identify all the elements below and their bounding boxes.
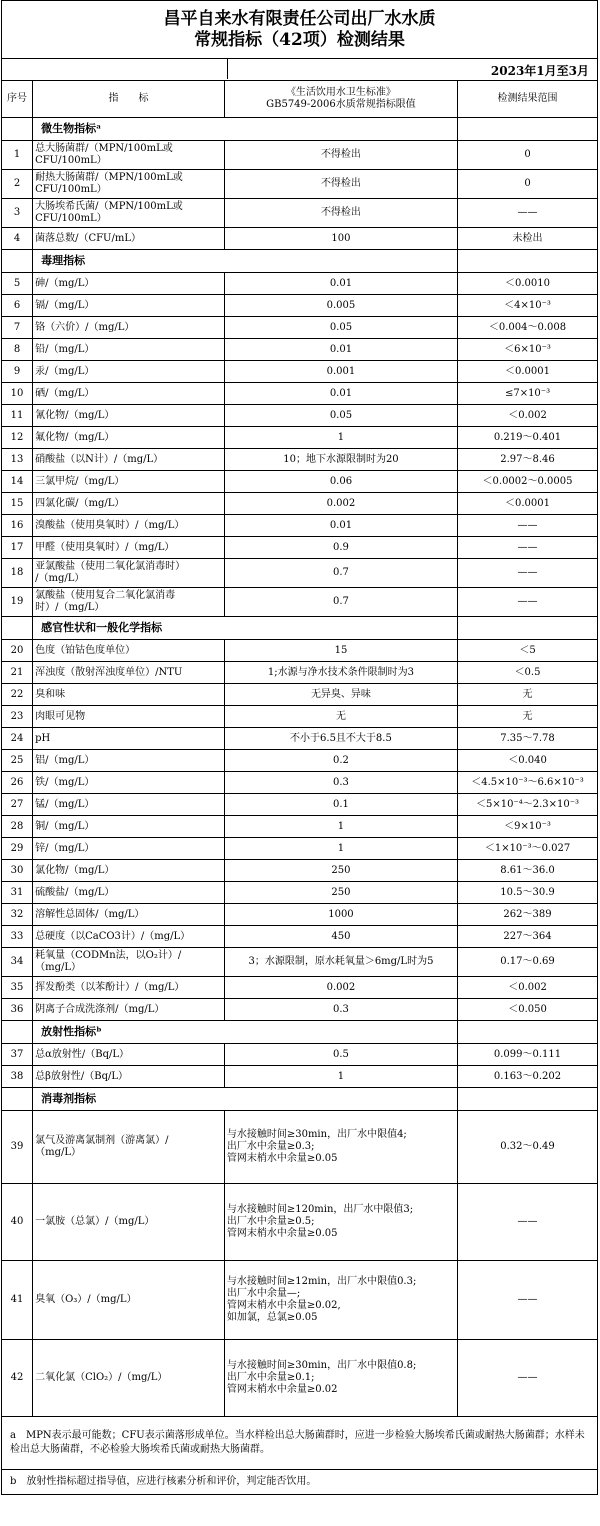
row-indicator: 三氯甲烷/（mg/L） — [33, 471, 225, 493]
row-number: 15 — [2, 493, 33, 515]
row-indicator: 锰/（mg/L） — [33, 794, 225, 816]
section-header — [2, 250, 598, 273]
row-indicator: 臭和味 — [33, 684, 225, 706]
table-row — [2, 662, 598, 684]
row-number: 34 — [2, 948, 33, 977]
row-number: 28 — [2, 816, 33, 838]
header-result: 检测结果范围 — [458, 81, 598, 118]
footnote-b — [2, 1470, 598, 1495]
row-result: 227～364 — [458, 926, 598, 948]
row-standard-limit: 无异臭、异味 — [224, 684, 457, 706]
row-standard-limit: 0.7 — [224, 559, 457, 588]
row-number: 30 — [2, 860, 33, 882]
row-number: 40 — [2, 1184, 33, 1261]
row-number: 26 — [2, 772, 33, 794]
table-row — [2, 449, 598, 471]
row-result: 0.099～0.111 — [458, 1044, 598, 1066]
section-title: 放射性指标ᵇ — [33, 1021, 458, 1044]
table-row — [2, 706, 598, 728]
row-number: 20 — [2, 640, 33, 662]
row-result: —— — [458, 537, 598, 559]
row-indicator: 总β放射性/（Bq/L） — [33, 1066, 225, 1088]
table-row — [2, 199, 598, 228]
row-result: ＜0.004～0.008 — [458, 317, 598, 339]
row-indicator: 硝酸盐（以N计）/（mg/L） — [33, 449, 225, 471]
row-number: 37 — [2, 1044, 33, 1066]
row-indicator: 二氧化氯（ClO₂）/（mg/L） — [33, 1340, 225, 1417]
header-standard: 《生活饮用水卫生标准》 GB5749-2006水质常规指标限值 — [224, 81, 457, 118]
row-standard-limit: 1;水源与净水技术条件限制时为3 — [224, 662, 457, 684]
row-indicator: 铝/（mg/L） — [33, 750, 225, 772]
table-row — [2, 493, 598, 515]
row-number: 39 — [2, 1111, 33, 1184]
row-number: 11 — [2, 405, 33, 427]
table-row — [2, 999, 598, 1021]
row-indicator: 溴酸盐（使用臭氧时）/（mg/L） — [33, 515, 225, 537]
table-row — [2, 816, 598, 838]
row-indicator: 砷/（mg/L） — [33, 273, 225, 295]
row-number: 1 — [2, 141, 33, 170]
row-number: 18 — [2, 559, 33, 588]
row-number: 6 — [2, 295, 33, 317]
row-standard-limit: 0.005 — [224, 295, 457, 317]
row-standard-limit: 1 — [224, 838, 457, 860]
row-number: 16 — [2, 515, 33, 537]
row-indicator: 氯化物/（mg/L） — [33, 860, 225, 882]
table-row — [2, 684, 598, 706]
table-row — [2, 640, 598, 662]
row-number: 14 — [2, 471, 33, 493]
row-indicator: 耗氧量（CODMn法，以O₂计）/ （mg/L） — [33, 948, 225, 977]
table-row — [2, 228, 598, 250]
row-indicator: 总α放射性/（Bq/L） — [33, 1044, 225, 1066]
row-standard-limit: 0.01 — [224, 515, 457, 537]
row-standard-limit: 1 — [224, 816, 457, 838]
table-row — [2, 728, 598, 750]
row-result: ＜0.002 — [458, 977, 598, 999]
table-row — [2, 794, 598, 816]
date-row — [1, 58, 598, 80]
section-title: 毒理指标 — [33, 250, 458, 273]
row-indicator: 甲醛（使用臭氧时）/（mg/L） — [33, 537, 225, 559]
row-standard-limit: 与水接触时间≥30min，出厂水中限值4; 出厂水中余量≥0.3; 管网末梢水中余量≥0.05 — [224, 1111, 457, 1184]
table-row — [2, 361, 598, 383]
table-row — [2, 141, 598, 170]
row-standard-limit: 1 — [224, 427, 457, 449]
table-row — [2, 1066, 598, 1088]
table-row — [2, 295, 598, 317]
row-number: 32 — [2, 904, 33, 926]
table-row — [2, 948, 598, 977]
row-standard-limit: 不得检出 — [224, 170, 457, 199]
section-header — [2, 118, 598, 141]
table-row — [2, 339, 598, 361]
row-indicator: 氯气及游离氯制剂（游离氯）/ （mg/L） — [33, 1111, 225, 1184]
row-result: 0.219～0.401 — [458, 427, 598, 449]
row-standard-limit: 0.01 — [224, 339, 457, 361]
row-result: ＜0.0010 — [458, 273, 598, 295]
row-indicator: 镉/（mg/L） — [33, 295, 225, 317]
row-result: ＜9×10⁻³ — [458, 816, 598, 838]
row-number: 7 — [2, 317, 33, 339]
table-row — [2, 1044, 598, 1066]
row-result: 无 — [458, 706, 598, 728]
row-result: 7.35～7.78 — [458, 728, 598, 750]
row-number: 19 — [2, 588, 33, 617]
row-standard-limit: 250 — [224, 882, 457, 904]
row-result: ＜0.0001 — [458, 361, 598, 383]
table-row — [2, 1184, 598, 1261]
title-line-2: 常规指标（42项）检测结果 — [194, 30, 405, 50]
row-result: ＜0.002 — [458, 405, 598, 427]
footnote-a-text: a MPN表示最可能数；CFU表示菌落形成单位。当水样检出总大肠菌群时，应进一步检验大肠埃希氏菌或耐热大肠菌群；水样未检出总大肠菌群，不必检验大肠埃希氏菌或耐热大肠菌群。 — [2, 1417, 598, 1470]
row-standard-limit: 0.2 — [224, 750, 457, 772]
table-row — [2, 471, 598, 493]
row-number: 38 — [2, 1066, 33, 1088]
header-no: 序号 — [2, 81, 33, 118]
row-result: ＜4×10⁻³ — [458, 295, 598, 317]
row-standard-limit: 0.7 — [224, 588, 457, 617]
row-indicator: 臭氧（O₃）/（mg/L） — [33, 1261, 225, 1340]
row-standard-limit: 与水接触时间≥30min，出厂水中限值0.8; 出厂水中余量≥0.1; 管网末梢水中余量≥0.02 — [224, 1340, 457, 1417]
row-indicator: 大肠埃希氏菌/（MPN/100mL或 CFU/100mL） — [33, 199, 225, 228]
row-indicator: 铜/（mg/L） — [33, 816, 225, 838]
row-standard-limit: 0.002 — [224, 493, 457, 515]
row-number: 27 — [2, 794, 33, 816]
table-row — [2, 537, 598, 559]
table-row — [2, 383, 598, 405]
row-indicator: 耐热大肠菌群/（MPN/100mL或 CFU/100mL） — [33, 170, 225, 199]
row-result: 0 — [458, 141, 598, 170]
row-standard-limit: 无 — [224, 706, 457, 728]
row-result: ≤7×10⁻³ — [458, 383, 598, 405]
row-result: 0.17～0.69 — [458, 948, 598, 977]
table-row — [2, 838, 598, 860]
table-row — [2, 317, 598, 339]
row-standard-limit: 0.3 — [224, 999, 457, 1021]
row-result: —— — [458, 199, 598, 228]
row-standard-limit: 0.5 — [224, 1044, 457, 1066]
row-number: 41 — [2, 1261, 33, 1340]
table-row — [2, 559, 598, 588]
table-row — [2, 515, 598, 537]
title-line-1: 昌平自来水有限责任公司出厂水水质 — [163, 9, 436, 29]
table-row — [2, 1261, 598, 1340]
row-result: 0.163～0.202 — [458, 1066, 598, 1088]
row-number: 3 — [2, 199, 33, 228]
row-standard-limit: 与水接触时间≥12min，出厂水中限值0.3; 出厂水中余量—; 管网末梢水中余量≥0.02, 如加氯，总氯≥0.05 — [224, 1261, 457, 1340]
table-row — [2, 588, 598, 617]
row-standard-limit: 0.9 — [224, 537, 457, 559]
row-standard-limit: 0.01 — [224, 383, 457, 405]
row-indicator: 汞/（mg/L） — [33, 361, 225, 383]
row-standard-limit: 250 — [224, 860, 457, 882]
row-standard-limit: 0.05 — [224, 317, 457, 339]
row-standard-limit: 0.05 — [224, 405, 457, 427]
section-header — [2, 1021, 598, 1044]
row-number: 25 — [2, 750, 33, 772]
row-result: ＜1×10⁻³～0.027 — [458, 838, 598, 860]
row-indicator: 溶解性总固体/（mg/L） — [33, 904, 225, 926]
report-period: 2023年1月至3月 — [490, 64, 589, 78]
footnote-a — [2, 1417, 598, 1470]
report-title — [1, 0, 598, 58]
row-indicator: 阴离子合成洗涤剂/（mg/L） — [33, 999, 225, 1021]
row-standard-limit: 0.3 — [224, 772, 457, 794]
row-indicator: pH — [33, 728, 225, 750]
row-result: ＜0.050 — [458, 999, 598, 1021]
row-result: ＜5×10⁻⁴～2.3×10⁻³ — [458, 794, 598, 816]
row-standard-limit: 0.002 — [224, 977, 457, 999]
row-standard-limit: 与水接触时间≥120min，出厂水中限值3; 出厂水中余量≥0.5; 管网末梢水中余量≥0.05 — [224, 1184, 457, 1261]
row-number: 17 — [2, 537, 33, 559]
row-indicator: 铬（六价）/（mg/L） — [33, 317, 225, 339]
row-number: 36 — [2, 999, 33, 1021]
table-row — [2, 772, 598, 794]
row-standard-limit: 0.01 — [224, 273, 457, 295]
table-row — [2, 977, 598, 999]
row-result: —— — [458, 559, 598, 588]
row-indicator: 铅/（mg/L） — [33, 339, 225, 361]
row-number: 2 — [2, 170, 33, 199]
row-standard-limit: 10；地下水源限制时为20 — [224, 449, 457, 471]
row-result: ＜0.0002～0.0005 — [458, 471, 598, 493]
row-indicator: 总大肠菌群/（MPN/100mL或 CFU/100mL） — [33, 141, 225, 170]
header-item: 指 标 — [33, 81, 225, 118]
row-number: 8 — [2, 339, 33, 361]
row-number: 31 — [2, 882, 33, 904]
row-number: 23 — [2, 706, 33, 728]
row-standard-limit: 不得检出 — [224, 141, 457, 170]
row-indicator: 铁/（mg/L） — [33, 772, 225, 794]
section-header — [2, 1088, 598, 1111]
row-result: 2.97～8.46 — [458, 449, 598, 471]
section-header — [2, 617, 598, 640]
table-row — [2, 273, 598, 295]
row-result: ＜0.5 — [458, 662, 598, 684]
row-indicator: 四氯化碳/（mg/L） — [33, 493, 225, 515]
table-row — [2, 405, 598, 427]
table-row — [2, 882, 598, 904]
row-standard-limit: 100 — [224, 228, 457, 250]
row-result: 0 — [458, 170, 598, 199]
row-standard-limit: 0.1 — [224, 794, 457, 816]
row-result: 0.32～0.49 — [458, 1111, 598, 1184]
row-result: —— — [458, 515, 598, 537]
row-indicator: 肉眼可见物 — [33, 706, 225, 728]
row-standard-limit: 不得检出 — [224, 199, 457, 228]
row-number: 29 — [2, 838, 33, 860]
row-standard-limit: 0.06 — [224, 471, 457, 493]
row-result: 10.5～30.9 — [458, 882, 598, 904]
row-result: —— — [458, 588, 598, 617]
row-standard-limit: 1 — [224, 1066, 457, 1088]
row-indicator: 色度（铂钴色度单位） — [33, 640, 225, 662]
row-number: 33 — [2, 926, 33, 948]
footnote-b-text: b 放射性指标超过指导值，应进行核素分析和评价，判定能否饮用。 — [2, 1470, 598, 1495]
row-number: 35 — [2, 977, 33, 999]
row-result: ＜6×10⁻³ — [458, 339, 598, 361]
row-number: 10 — [2, 383, 33, 405]
row-result: ＜5 — [458, 640, 598, 662]
row-number: 21 — [2, 662, 33, 684]
row-standard-limit: 1000 — [224, 904, 457, 926]
row-indicator: 氟化物/（mg/L） — [33, 427, 225, 449]
row-indicator: 硫酸盐/（mg/L） — [33, 882, 225, 904]
row-number: 22 — [2, 684, 33, 706]
row-indicator: 氯酸盐（使用复合二氧化氯消毒 时）/（mg/L） — [33, 588, 225, 617]
row-indicator: 挥发酚类（以苯酚计）/（mg/L） — [33, 977, 225, 999]
row-result: 无 — [458, 684, 598, 706]
row-result: —— — [458, 1184, 598, 1261]
row-result: 262～389 — [458, 904, 598, 926]
table-row — [2, 170, 598, 199]
table-row — [2, 427, 598, 449]
row-standard-limit: 不小于6.5且不大于8.5 — [224, 728, 457, 750]
row-indicator: 总硬度（以CaCO3计）/（mg/L） — [33, 926, 225, 948]
results-table — [1, 80, 598, 1495]
row-indicator: 亚氯酸盐（使用二氧化氯消毒时） /（mg/L） — [33, 559, 225, 588]
section-title: 消毒剂指标 — [33, 1088, 458, 1111]
row-standard-limit: 450 — [224, 926, 457, 948]
table-row — [2, 904, 598, 926]
row-number: 24 — [2, 728, 33, 750]
row-number: 4 — [2, 228, 33, 250]
row-number: 9 — [2, 361, 33, 383]
table-row — [2, 1111, 598, 1184]
row-result: 8.61～36.0 — [458, 860, 598, 882]
row-indicator: 一氯胺（总氯）/（mg/L） — [33, 1184, 225, 1261]
row-result: 未检出 — [458, 228, 598, 250]
row-standard-limit: 15 — [224, 640, 457, 662]
row-result: —— — [458, 1340, 598, 1417]
row-result: ＜0.040 — [458, 750, 598, 772]
row-number: 42 — [2, 1340, 33, 1417]
row-standard-limit: 3；水源限制，原水耗氧量＞6mg/L时为5 — [224, 948, 457, 977]
row-result: ＜0.0001 — [458, 493, 598, 515]
section-title: 微生物指标ᵃ — [33, 118, 458, 141]
row-number: 5 — [2, 273, 33, 295]
table-row — [2, 1340, 598, 1417]
row-indicator: 锌/（mg/L） — [33, 838, 225, 860]
row-indicator: 硒/（mg/L） — [33, 383, 225, 405]
row-result: ＜4.5×10⁻³～6.6×10⁻³ — [458, 772, 598, 794]
row-number: 13 — [2, 449, 33, 471]
row-indicator: 浑浊度（散射浑浊度单位）/NTU — [33, 662, 225, 684]
table-row — [2, 750, 598, 772]
table-row — [2, 926, 598, 948]
row-result: —— — [458, 1261, 598, 1340]
row-indicator: 氰化物/（mg/L） — [33, 405, 225, 427]
row-indicator: 菌落总数/（CFU/mL） — [33, 228, 225, 250]
row-number: 12 — [2, 427, 33, 449]
table-header — [2, 81, 598, 118]
table-row — [2, 860, 598, 882]
row-standard-limit: 0.001 — [224, 361, 457, 383]
section-title: 感官性状和一般化学指标 — [33, 617, 458, 640]
